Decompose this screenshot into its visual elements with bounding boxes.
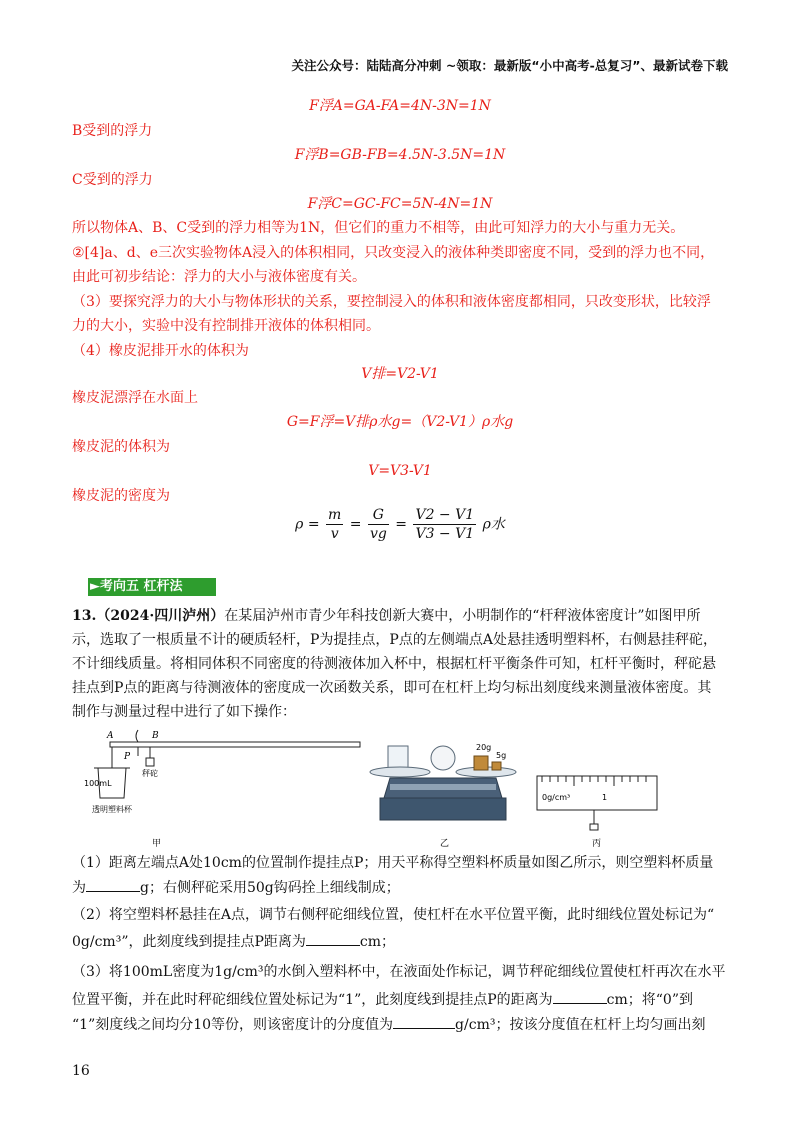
rho-water: ρ水 xyxy=(482,516,505,533)
label-weight: 秤砣 xyxy=(142,769,158,778)
frac-g-vg xyxy=(368,506,389,543)
formula-fc: F浮C=GC-FC=5N-4N=1N xyxy=(307,196,493,212)
volume-label: 橡皮泥的体积为 xyxy=(72,439,170,455)
formula-vpai: V排=V2-V1 xyxy=(361,366,439,382)
sub2-line2 xyxy=(72,930,728,954)
label-p: P xyxy=(124,752,131,762)
caption-yi: 乙 xyxy=(440,839,450,849)
q13-line3: 不计细线质量。将相同体积不同密度的待测液体加入杯中，根据杠杆平衡条件可知，杠杆平衡时，秤砣悬 xyxy=(72,656,716,672)
figure-bing xyxy=(537,776,657,849)
sub2-line1: （2）将空塑料杯悬挂在A点，调节右侧秤砣细线位置，使杠杆在水平位置平衡，此时细线位置处标记为“ xyxy=(72,907,715,923)
sub3-text-d: g/cm³；按该分度值在杠杆上均匀画出刻 xyxy=(455,1017,706,1033)
formula-fb: F浮B=GB-FB=4.5N-3.5N=1N xyxy=(294,147,506,163)
experiment-figure xyxy=(84,728,710,850)
page-number: 16 xyxy=(72,1063,90,1079)
b-buoyancy-label: B受到的浮力 xyxy=(72,123,153,139)
frac-v21: V2 − V1 xyxy=(415,507,475,523)
part3-line2: 力的大小，实验中没有控制排开液体的体积相同。 xyxy=(72,318,380,334)
label-zero-mark: 0g/cm³ xyxy=(542,793,571,802)
sub3-line1: （3）将100mL密度为1g/cm³的水倒入塑料杯中，在液面处作标记，调节秤砣细线位置使杠杆再次在水平 xyxy=(72,964,726,980)
part4b-label: （4）橡皮泥排开水的体积为 xyxy=(72,343,249,359)
q13-number: 13. xyxy=(72,608,97,624)
formula-g: G=F浮=V排ρ水g=（V2-V1）ρ水g xyxy=(286,414,514,430)
answer-blank-4[interactable] xyxy=(393,1014,455,1029)
page-header: 关注公众号：陆陆高分冲刺 ~领取：最新版“小中高考-总复习”、最新试卷下载 xyxy=(291,58,728,73)
sub3-line3 xyxy=(72,1013,728,1037)
label-a: A xyxy=(107,731,114,741)
q13-text1: 在某届泸州市青少年科技创新大赛中，小明制作的“杆秤液体密度计”如图甲所 xyxy=(224,608,701,624)
label-b: B xyxy=(152,731,159,741)
caption-bing: 丙 xyxy=(592,839,602,849)
caption-jia: 甲 xyxy=(152,839,162,849)
formula-v: V=V3-V1 xyxy=(368,463,432,479)
frac-m-v xyxy=(326,506,343,543)
label-cup-name: 透明塑料杯 xyxy=(92,805,132,814)
rho-lhs: ρ = xyxy=(295,516,320,533)
frac-v31: V3 − V1 xyxy=(415,526,475,542)
answer-blank-2[interactable] xyxy=(306,931,360,946)
frac-vg: vg xyxy=(369,526,387,542)
density-formula: ρ = $\frac{m}{v}$ = $\frac{G}{vg}$ = $\frac{V2 - V1}{V3 - V1}$ ρ水 xyxy=(295,507,505,542)
q13-line4: 挂点到P点的距离与待测液体的密度成一次函数关系，即可在杠杆上均匀标出刻度线来测量液体密度。其 xyxy=(72,680,712,696)
sub3-text-b: cm；将“0”到 xyxy=(606,992,693,1008)
sub3-text-a: 位置平衡，并在此时秤砣细线位置处标记为“1”，此刻度线到提挂点P的距离为 xyxy=(72,992,553,1008)
label-5g: 5g xyxy=(496,751,507,760)
conclusion-text: 所以物体A、B、C受到的浮力相等为1N，但它们的重力不相等，由此可知浮力的大小与重力无关。 xyxy=(72,220,685,236)
answer-blank-1[interactable] xyxy=(86,877,140,892)
part4-line1: ②[4]a、d、e三次实验物体A浸入的体积相同，只改变浸入的液体种类即密度不同，受到的浮力也不同， xyxy=(72,245,715,261)
answer-blank-3[interactable] xyxy=(553,989,607,1004)
sub2-text-b: cm； xyxy=(359,934,396,950)
q13-line1 xyxy=(72,604,728,628)
sub3-text-c: “1”刻度线之间均分10等份，则该密度计的分度值为 xyxy=(72,1017,394,1033)
figure-yi xyxy=(370,743,516,849)
frac-g: G xyxy=(368,506,389,525)
label-one-mark: 1 xyxy=(602,793,608,802)
float-label: 橡皮泥漂浮在水面上 xyxy=(72,390,198,406)
frac-v-diff xyxy=(413,506,476,543)
sub3-line2 xyxy=(72,988,728,1012)
sub1-text-a: 为 xyxy=(72,880,86,896)
frac-m: m xyxy=(328,507,342,523)
q13-line5: 制作与测量过程中进行了如下操作： xyxy=(72,704,296,720)
figure-jia xyxy=(84,730,360,849)
q13-line2: 示，选取了一根质量不计的硬质轻杆，P为提挂点，P点的左侧端点A处悬挂透明塑料杯，右侧悬挂秤砣， xyxy=(72,632,717,648)
sub1-line2 xyxy=(72,876,728,900)
label-cup-volume: 100mL xyxy=(84,779,112,788)
frac-v: v xyxy=(330,526,339,542)
label-20g: 20g xyxy=(476,743,492,752)
sub2-text-a: 0g/cm³”，此刻度线到提挂点P距离为 xyxy=(72,934,306,950)
sub1-text-b: g；右侧秤砣采用50g钩码拴上细线制成； xyxy=(140,880,400,896)
part3-line1: （3）要探究浮力的大小与物体形状的关系，要控制浸入的体积和液体密度都相同，只改变形状，比较浮 xyxy=(72,294,711,310)
part4-line2: 由此可初步结论：浮力的大小与液体密度有关。 xyxy=(72,269,366,285)
density-label: 橡皮泥的密度为 xyxy=(72,488,170,504)
formula-fa: F浮A=GA-FA=4N-3N=1N xyxy=(309,98,491,114)
c-buoyancy-label: C受到的浮力 xyxy=(72,172,153,188)
sub1-line1: （1）距离左端点A处10cm的位置制作提挂点P；用天平称得空塑料杯质量如图乙所示，则空塑料杯质量 xyxy=(72,855,714,871)
q13-source: （2024·四川泸州） xyxy=(96,608,225,624)
section-bar-lever-method: ►考向五 杠杆法 xyxy=(88,578,216,596)
